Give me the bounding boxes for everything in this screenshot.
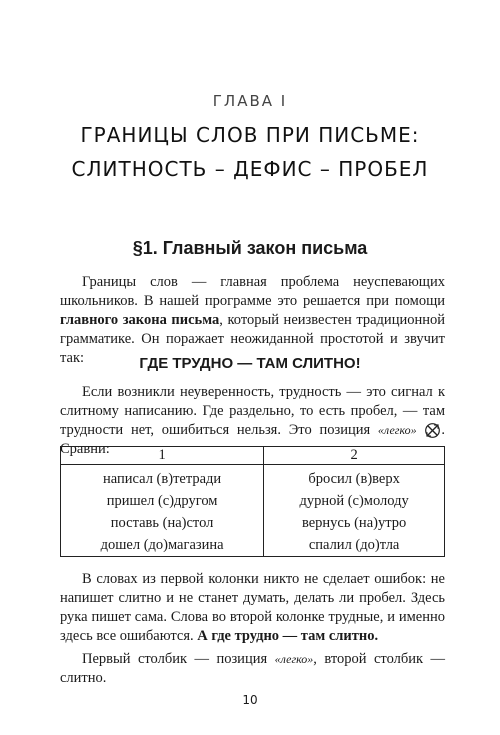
table-cell: дошел (до)магазина <box>61 534 264 557</box>
table-row <box>61 512 445 534</box>
paragraph-rule-text: Если возникли неуверенность, трудность — это сигнал к слитному написанию. Где раздельно, то есть пробел, — там трудности нет, ошибиться нельзя. Это позиция <box>60 384 445 438</box>
table-header-col-1: 1 <box>61 447 264 465</box>
comparison-table <box>60 446 445 557</box>
paragraph-summary <box>60 650 445 688</box>
page-number: 10 <box>242 693 258 707</box>
table-cell: поставь (на)стол <box>61 512 264 534</box>
table-row <box>61 490 445 512</box>
table-cell: спалил (до)тла <box>264 534 445 557</box>
rule-heading: ГДЕ ТРУДНО — ТАМ СЛИТНО! <box>139 355 361 372</box>
section-title: §1. Главный закон письма <box>132 238 368 258</box>
paragraph-columns-explanation <box>60 570 445 646</box>
table-row <box>61 534 445 557</box>
paragraph-summary-text-end: , второй столбик — слитно. <box>60 651 445 686</box>
chapter-label: ГЛАВА I <box>212 92 288 110</box>
crossed-arrows-icon <box>424 422 441 439</box>
paragraph-rule-text-end: . Сравни: <box>60 422 445 457</box>
paragraph-intro-bold: главного закона письма <box>60 312 220 328</box>
paragraph-intro <box>60 273 445 368</box>
table-header-col-2: 2 <box>264 447 445 465</box>
easy-position-label: «легко» <box>377 423 417 437</box>
table-cell: написал (в)тетради <box>61 465 264 491</box>
table-header-row <box>61 447 445 465</box>
chapter-title <box>0 118 500 186</box>
table-cell: пришел (с)другом <box>61 490 264 512</box>
easy-position-label-summary: «легко» <box>274 652 314 666</box>
paragraph-intro-text: Границы слов — главная проблема неуспевающих школьников. В нашей программе это решается при помощи <box>60 274 445 309</box>
table-cell: дурной (с)молоду <box>264 490 445 512</box>
table-cell: бросил (в)верх <box>264 465 445 491</box>
paragraph-columns-text: В словах из первой колонки никто не сделает ошибок: не напишет слитно и не станет думать, делать ли пробел. Здесь рука пишет сама. Слова во второй колонке трудные, и именно здесь все ошибаются. <box>60 571 445 644</box>
chapter-title-line-2: СЛИТНОСТЬ – ДЕФИС – ПРОБЕЛ <box>71 157 429 181</box>
paragraph-columns-bold: А где трудно — там слитно. <box>197 628 379 644</box>
table-row <box>61 465 445 491</box>
table-cell: вернусь (на)утро <box>264 512 445 534</box>
paragraph-summary-text: Первый столбик — позиция <box>82 651 275 667</box>
paragraph-intro-text-end: , который неизвестен традиционной грамматике. Он поражает неожиданной простотой и звучит так: <box>60 312 445 366</box>
chapter-title-line-1: ГРАНИЦЫ СЛОВ ПРИ ПИСЬМЕ: <box>80 123 420 147</box>
